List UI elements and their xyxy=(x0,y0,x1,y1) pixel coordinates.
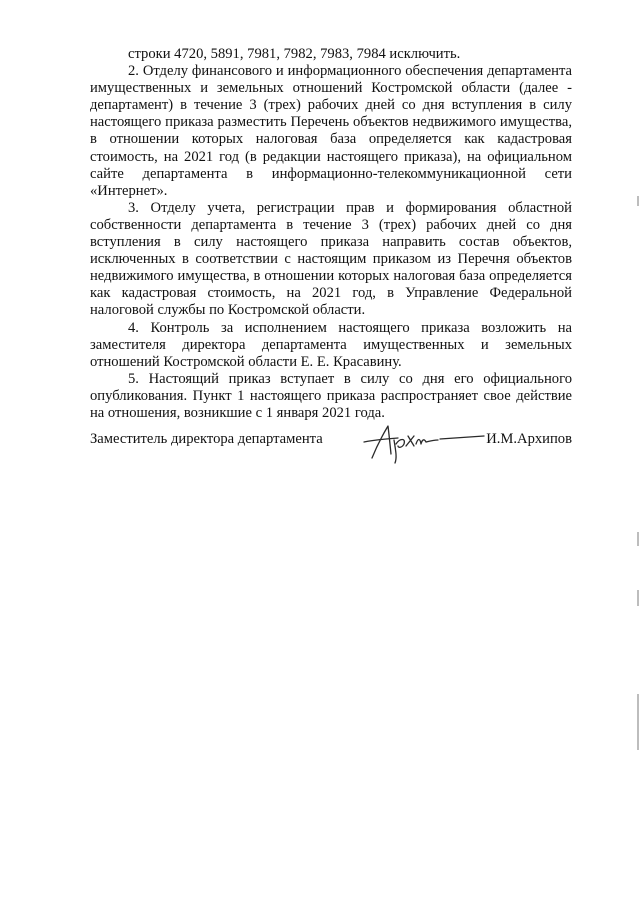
signature-block xyxy=(90,424,572,468)
document-body xyxy=(90,46,572,422)
paragraph-3: 3. Отделу учета, регистрации прав и формирования областной собственности департамента в течение 3 (трех) рабочих дней со дня вступления в силу настоящего приказа направить состав объектов, исключенных в соответствии с настоящим приказом из Перечня объектов недвижимого имущества, в отношении которых налоговая база определяется как кадастровая стоимость, на 2021 год, в Управление Федеральной налоговой службы по Костромской области. xyxy=(90,199,572,319)
handwritten-signature xyxy=(358,422,488,464)
scan-edge-marks xyxy=(634,0,640,905)
edge-mark xyxy=(637,532,639,546)
edge-mark xyxy=(637,196,639,206)
paragraph-5: 5. Настоящий приказ вступает в силу со дня его официального опубликования. Пункт 1 настоящего приказа распространяет свое действие на отношения, возникшие с 1 января 2021 года. xyxy=(90,370,572,421)
paragraph-2: 2. Отделу финансового и информационного обеспечения департамента имущественных и земельных отношений Костромской области (далее - департамент) в течение 3 (трех) рабочих дней со дня вступления в силу настоящего приказа разместить Перечень объектов недвижимого имущества, в отношении которых налоговая база определяется как кадастровая стоимость, на 2021 год (в редакции настоящего приказа), на официальном сайте департамента в информационно-телекоммуникационной сети «Интернет». xyxy=(90,63,572,199)
signatory-position: Заместитель директора департамента xyxy=(90,431,323,447)
paragraph-4: 4. Контроль за исполнением настоящего приказа возложить на заместителя директора департамента имущественных и земельных отношений Костромской области Е. Е. Красавину. xyxy=(90,319,572,370)
paragraph-continuation: строки 4720, 5891, 7981, 7982, 7983, 7984 исключить. xyxy=(128,46,461,62)
edge-mark xyxy=(637,590,639,606)
signatory-name: И.М.Архипов xyxy=(486,431,572,447)
edge-mark xyxy=(637,694,639,750)
